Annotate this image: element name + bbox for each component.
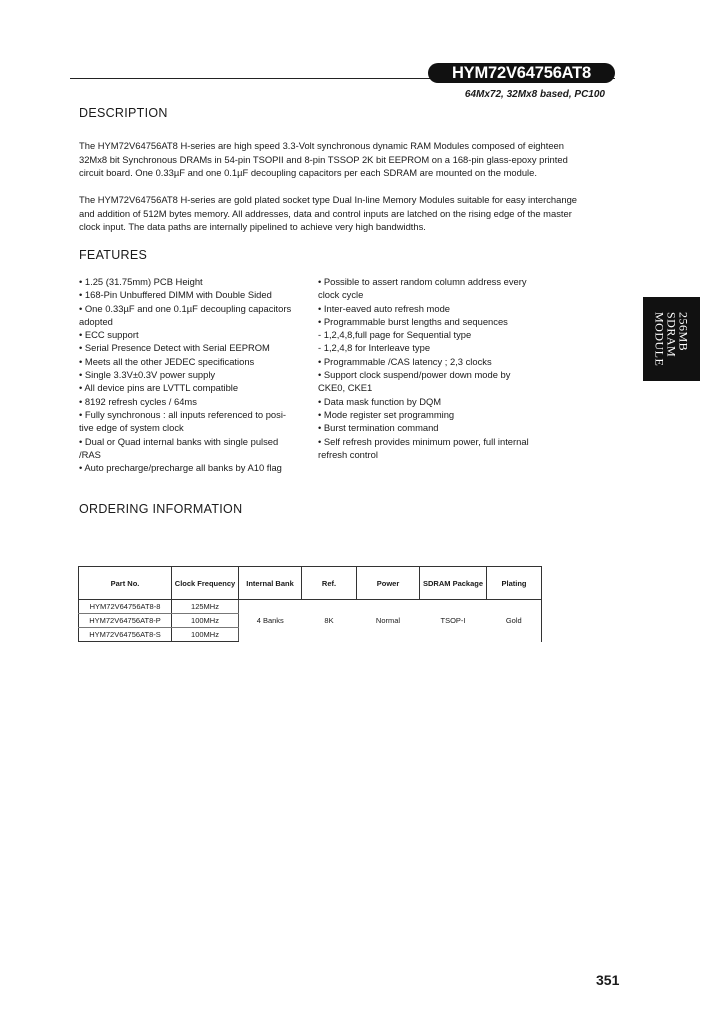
- side-section-tab: [643, 297, 700, 381]
- list-item: clock cycle: [318, 289, 364, 301]
- list-item: • Mode register set programming: [318, 408, 455, 420]
- refresh-cell: 8K: [324, 616, 334, 626]
- description-paragraph-1: The HYM72V64756AT8 H-series are high speed 3.3-Volt synchronous dynamic RAM Modules composed of eighteen 32Mx8 bit Synchronous DRAMs in 54-pin TSOPII and 8-pin TSSOP 2K bit EEPROM on a 168-pin glass-epoxy printed circuit board. One 0.33µF and one 0.1µF decoupling capacitors per each SDRAM are mounted on the module.: [79, 140, 568, 178]
- description-title: DESCRIPTION: [79, 106, 168, 120]
- description-paragraph-2: The HYM72V64756AT8 H-series are gold plated socket type Dual In-line Memory Modules suitable for easy interchange and addition of 512M bytes memory. All addresses, data and control inputs are latched on the rising edge of the master clock input. The data paths are internally pipelined to achieve very high bandwidths.: [79, 194, 577, 232]
- table-row: [79, 600, 542, 614]
- list-item: - 1,2,4,8 for Interleave type: [318, 342, 431, 354]
- list-item: • Self refresh provides minimum power, full internal: [318, 435, 529, 447]
- plating-cell: Gold: [487, 600, 542, 642]
- column-header: Plating: [487, 567, 542, 600]
- list-item: • Burst termination command: [318, 422, 439, 434]
- part-number-cell: HYM72V64756AT8-8: [79, 600, 172, 614]
- list-item: • Data mask function by DQM: [318, 395, 442, 407]
- list-item: • Serial Presence Detect with Serial EEPROM: [79, 342, 270, 354]
- features-list-right: [318, 275, 529, 461]
- list-item: • 168-Pin Unbuffered DIMM with Double Sided: [79, 289, 272, 301]
- ordering-table: [78, 566, 542, 642]
- package-cell: TSOP-I: [440, 616, 466, 626]
- power-cell: Normal: [375, 616, 401, 626]
- list-item: • 1.25 (31.75mm) PCB Height: [79, 276, 203, 287]
- list-item: • Fully synchronous : all inputs referenced to posi-: [79, 408, 287, 420]
- list-item: CKE0, CKE1: [318, 382, 373, 394]
- list-item: • Auto precharge/precharge all banks by A10 flag: [79, 462, 282, 474]
- side-tab-label: 256MB SDRAM MODULE: [652, 311, 691, 367]
- list-item: • Support clock suspend/power down mode by: [318, 369, 511, 381]
- part-number-cell: HYM72V64756AT8-S: [79, 628, 172, 642]
- list-item: tive edge of system clock: [79, 422, 184, 434]
- clock-frequency-cell: 100MHz: [172, 628, 239, 642]
- list-item: • All device pins are LVTTL compatible: [79, 382, 239, 394]
- list-item: • Dual or Quad internal banks with single pulsed: [79, 435, 279, 447]
- list-item: • Programmable burst lengths and sequences: [318, 315, 508, 327]
- part-number-cell: HYM72V64756AT8-P: [79, 614, 172, 628]
- page-number: 351: [596, 972, 620, 988]
- clock-frequency-cell: 100MHz: [172, 614, 239, 628]
- list-item: refresh control: [318, 448, 378, 460]
- list-item: • Possible to assert random column address every: [318, 276, 527, 287]
- list-item: /RAS: [79, 448, 101, 460]
- ordering-title: ORDERING INFORMATION: [79, 502, 243, 516]
- list-item: • Inter-eaved auto refresh mode: [318, 302, 451, 314]
- column-header: Clock Frequency: [172, 567, 239, 600]
- part-number-badge: HYM72V64756AT8: [428, 63, 615, 83]
- column-header: Ref.: [302, 567, 357, 600]
- list-item: • Single 3.3V±0.3V power supply: [79, 369, 216, 381]
- table-header-row: [79, 567, 542, 600]
- features-list-left: [79, 275, 291, 474]
- list-item: adopted: [79, 315, 113, 327]
- list-item: • Meets all the other JEDEC specifications: [79, 355, 255, 367]
- list-item: • Programmable /CAS latency ; 2,3 clocks: [318, 355, 492, 367]
- header-subtitle: 64Mx72, 32Mx8 based, PC100: [464, 89, 605, 100]
- column-header: Power: [357, 567, 420, 600]
- list-item: - 1,2,4,8,full page for Sequential type: [318, 329, 472, 341]
- column-header: SDRAM Package: [420, 567, 487, 600]
- column-header: Internal Bank: [239, 567, 302, 600]
- clock-frequency-cell: 125MHz: [172, 600, 239, 614]
- list-item: • 8192 refresh cycles / 64ms: [79, 395, 197, 407]
- list-item: • One 0.33µF and one 0.1µF decoupling capacitors: [79, 302, 292, 314]
- features-title: FEATURES: [79, 248, 148, 262]
- column-header: Part No.: [79, 567, 172, 600]
- internal-bank-cell: 4 Banks: [256, 616, 284, 626]
- list-item: • ECC support: [79, 329, 139, 341]
